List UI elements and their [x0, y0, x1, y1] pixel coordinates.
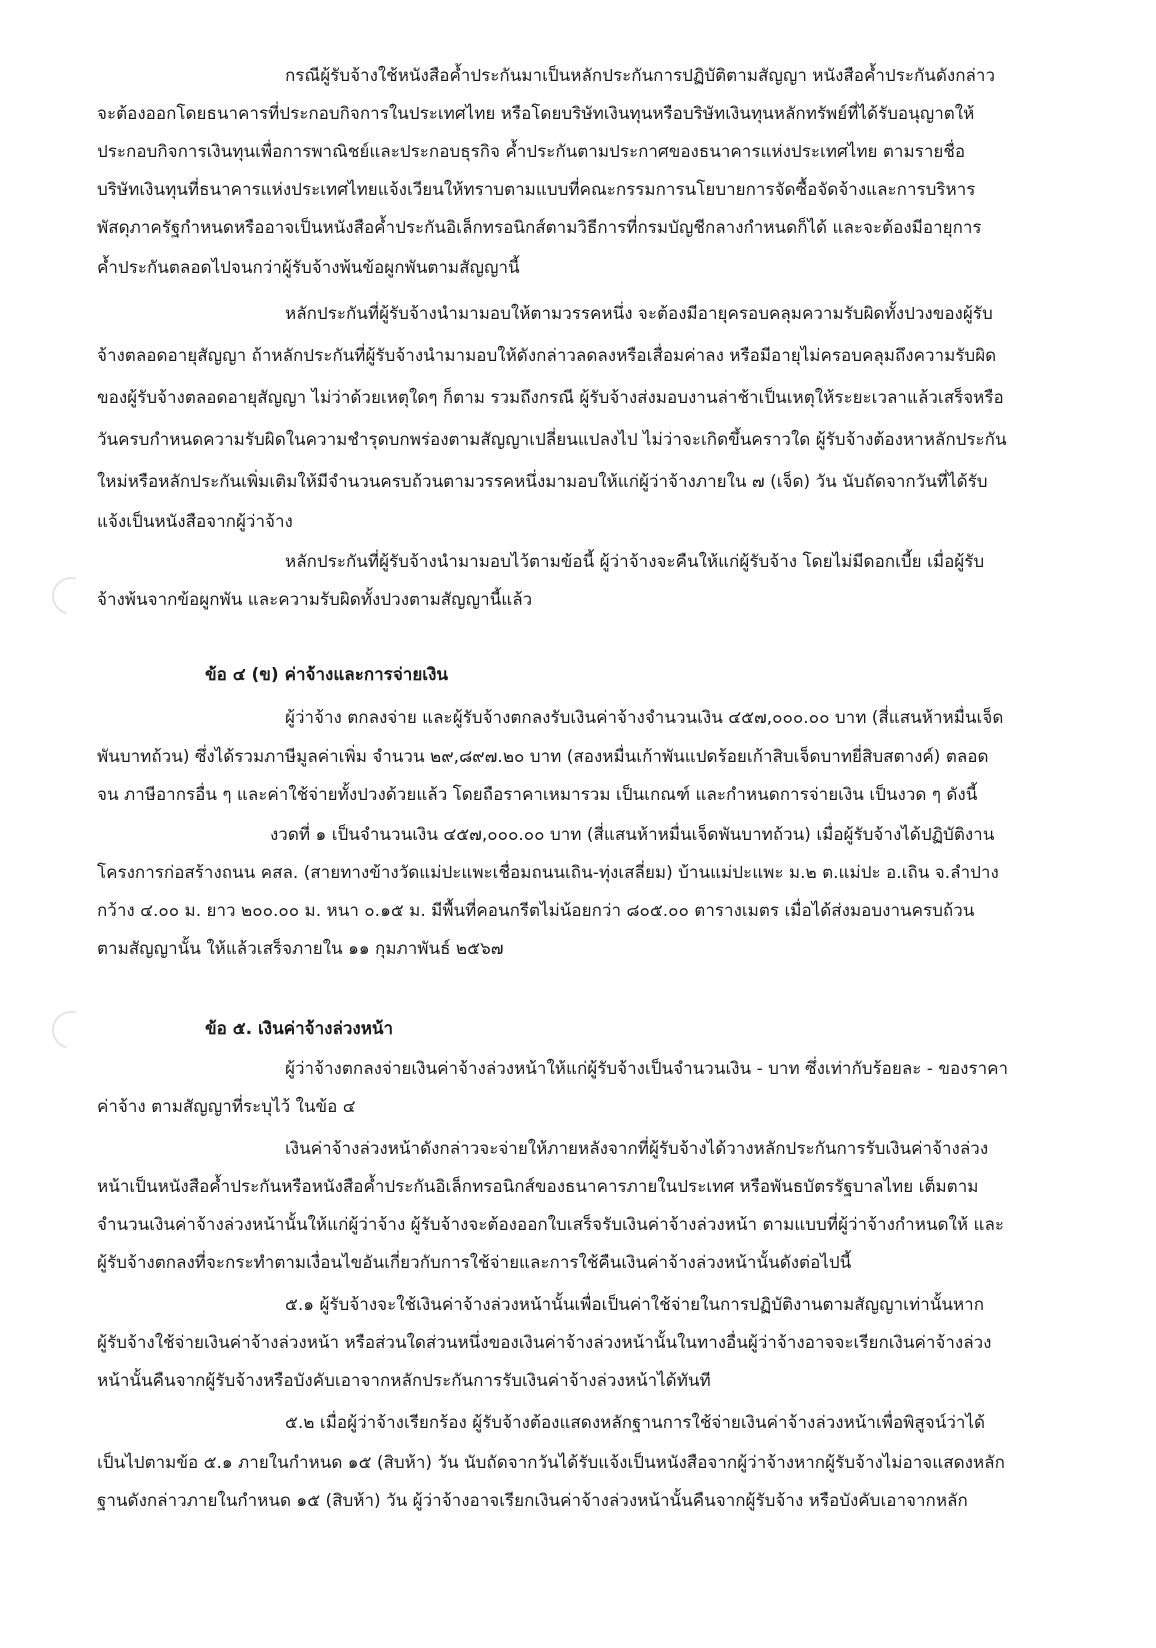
paragraph-line: ผู้รับจ้างตกลงที่จะกระทำตามเงื่อนไขอันเกี่ยวกับการใช้จ่ายและการใช้คืนเงินค่าจ้างล่วงหน้านั้นดังต่อไปนี้	[97, 1253, 852, 1273]
paragraph-line: จ้างพ้นจากข้อผูกพัน และความรับผิดทั้งปวงตามสัญญานี้แล้ว	[97, 590, 533, 610]
paragraph-line: บริษัทเงินทุนที่ธนาคารแห่งประเทศไทยแจ้งเวียนให้ทราบตามแบบที่คณะกรรมการนโยบายการจัดซื้อจัดจ้างและการบริหาร	[97, 180, 976, 200]
paragraph-line: จำนวนเงินค่าจ้างล่วงหน้านั้นให้แก่ผู้ว่าจ้าง ผู้รับจ้างจะต้องออกใบเสร็จรับเงินค่าจ้างล่วงหน้า ตามแบบที่ผู้ว่าจ้างกำหนดให้ และ	[97, 1215, 1005, 1235]
section-heading: ข้อ ๕. เงินค่าจ้างล่วงหน้า	[205, 1019, 394, 1039]
paragraph-line: ผู้รับจ้างใช้จ่ายเงินค่าจ้างล่วงหน้า หรือส่วนใดส่วนหนึ่งของเงินค่าจ้างล่วงหน้านั้นในทางอื่นผู้ว่าจ้างอาจจะเรียกเงินค่าจ้างล่วง	[97, 1333, 992, 1353]
paragraph-line: กรณีผู้รับจ้างใช้หนังสือค้ำประกันมาเป็นหลักประกันการปฏิบัติตามสัญญา หนังสือค้ำประกันดังกล่าว	[285, 66, 996, 86]
paragraph-line: ตามสัญญานั้น ให้แล้วเสร็จภายใน ๑๑ กุมภาพันธ์ ๒๕๖๗	[97, 939, 504, 959]
paragraph-line: หน้านั้นคืนจากผู้รับจ้างหรือบังคับเอาจากหลักประกันการรับเงินค่าจ้างล่วงหน้าได้ทันที	[97, 1371, 711, 1391]
paragraph-line: ของผู้รับจ้างตลอดอายุสัญญา ไม่ว่าด้วยเหตุใดๆ ก็ตาม รวมถึงกรณี ผู้รับจ้างส่งมอบงานล่าช้าเป็นเหตุให้ระยะเวลาแล้วเสร็จหรือ	[97, 388, 1004, 408]
paragraph-line: งวดที่ ๑ เป็นจำนวนเงิน ๔๕๗,๐๐๐.๐๐ บาท (สี่แสนห้าหมื่นเจ็ดพันบาทถ้วน) เมื่อผู้รับจ้างได้ปฏิบัติงาน	[270, 825, 995, 845]
paragraph-line: หลักประกันที่ผู้รับจ้างนำมามอบให้ตามวรรคหนึ่ง จะต้องมีอายุครอบคลุมความรับผิดทั้งปวงของผู้รับ	[285, 304, 993, 324]
paragraph-line: จ้างตลอดอายุสัญญา ถ้าหลักประกันที่ผู้รับจ้างนำมามอบให้ดังกล่าวลดลงหรือเสื่อมค่าลง หรือมีอายุไม่ครอบคลุมถึงความรับผิด	[97, 346, 997, 366]
paragraph-line: ประกอบกิจการเงินทุนเพื่อการพาณิชย์และประกอบธุรกิจ ค้ำประกันตามประกาศของธนาคารแห่งประเทศไทย ตามรายชื่อ	[97, 142, 966, 162]
paragraph-line: จะต้องออกโดยธนาคารที่ประกอบกิจการในประเทศไทย หรือโดยบริษัทเงินทุนหรือบริษัทเงินทุนหลักทรัพย์ที่ได้รับอนุญาตให้	[97, 104, 975, 124]
punch-hole-mark	[45, 570, 97, 622]
paragraph-line: หน้าเป็นหนังสือค้ำประกันหรือหนังสือค้ำประกันอิเล็กทรอนิกส์ของธนาคารภายในประเทศ หรือพันธบัตรรัฐบาลไทย เต็มตาม	[97, 1177, 979, 1197]
paragraph-line: ผู้ว่าจ้าง ตกลงจ่าย และผู้รับจ้างตกลงรับเงินค่าจ้างจำนวนเงิน ๔๕๗,๐๐๐.๐๐ บาท (สี่แสนห้าหมื่นเจ็ด	[285, 708, 1004, 728]
paragraph-line: พันบาทถ้วน) ซึ่งได้รวมภาษีมูลค่าเพิ่ม จำนวน ๒๙,๘๙๗.๒๐ บาท (สองหมื่นเก้าพันแปดร้อยเก้าสิบเจ็ดบาทยี่สิบสตางค์) ตลอด	[97, 747, 989, 767]
paragraph-line: แจ้งเป็นหนังสือจากผู้ว่าจ้าง	[97, 512, 293, 532]
paragraph-line: วันครบกำหนดความรับผิดในความชำรุดบกพร่องตามสัญญาเปลี่ยนแปลงไป ไม่ว่าจะเกิดขึ้นคราวใด ผู้รับจ้างต้องหาหลักประกัน	[97, 430, 1007, 450]
paragraph-line: ฐานดังกล่าวภายในกำหนด ๑๕ (สิบห้า) วัน ผู้ว่าจ้างอาจเรียกเงินค่าจ้างล่วงหน้านั้นคืนจากผู้รับจ้าง หรือบังคับเอาจากหลัก	[97, 1491, 968, 1511]
punch-hole-mark	[45, 1004, 97, 1056]
paragraph-line: ๕.๒ เมื่อผู้ว่าจ้างเรียกร้อง ผู้รับจ้างต้องแสดงหลักฐานการใช้จ่ายเงินค่าจ้างล่วงหน้าเพื่อพิสูจน์ว่าได้	[285, 1413, 986, 1433]
paragraph-line: เงินค่าจ้างล่วงหน้าดังกล่าวจะจ่ายให้ภายหลังจากที่ผู้รับจ้างได้วางหลักประกันการรับเงินค่าจ้างล่วง	[285, 1139, 989, 1159]
paragraph-line: ใหม่หรือหลักประกันเพิ่มเติมให้มีจำนวนครบถ้วนตามวรรคหนึ่งมามอบให้แก่ผู้ว่าจ้างภายใน ๗ (เจ็ด) วัน นับถัดจากวันที่ได้รับ	[97, 472, 988, 492]
paragraph-line: ค้ำประกันตลอดไปจนกว่าผู้รับจ้างพ้นข้อผูกพันตามสัญญานี้	[97, 258, 520, 278]
paragraph-line: จน ภาษีอากรอื่น ๆ และค่าใช้จ่ายทั้งปวงด้วยแล้ว โดยถือราคาเหมารวม เป็นเกณฑ์ และกำหนดการจ่ายเงิน เป็นงวด ๆ ดังนี้	[97, 785, 978, 805]
paragraph-line: ผู้ว่าจ้างตกลงจ่ายเงินค่าจ้างล่วงหน้าให้แก่ผู้รับจ้างเป็นจำนวนเงิน - บาท ซึ่งเท่ากับร้อยละ - ของราคา	[285, 1059, 1009, 1079]
paragraph-line: หลักประกันที่ผู้รับจ้างนำมามอบไว้ตามข้อนี้ ผู้ว่าจ้างจะคืนให้แก่ผู้รับจ้าง โดยไม่มีดอกเบี้ย เมื่อผู้รับ	[285, 552, 985, 572]
paragraph-line: โครงการก่อสร้างถนน คสล. (สายทางข้างวัดแม่ปะแพะเชื่อมถนนเถิน-ทุ่งเสลี่ยม) บ้านแม่ปะแพะ ม.๒ ต.แม่ปะ อ.เถิน จ.ลำปาง	[97, 863, 999, 883]
paragraph-line: ค่าจ้าง ตามสัญญาที่ระบุไว้ ในข้อ ๔	[97, 1097, 356, 1117]
paragraph-line: ๕.๑ ผู้รับจ้างจะใช้เงินค่าจ้างล่วงหน้านั้นเพื่อเป็นค่าใช้จ่ายในการปฏิบัติงานตามสัญญาเท่านั้นหาก	[285, 1295, 985, 1315]
section-heading: ข้อ ๔ (ข) ค่าจ้างและการจ่ายเงิน	[205, 665, 449, 685]
paragraph-line: พัสดุภาครัฐกำหนดหรืออาจเป็นหนังสือค้ำประกันอิเล็กทรอนิกส์ตามวิธีการที่กรมบัญชีกลางกำหนดก็ได้ และจะต้องมีอายุการ	[97, 218, 982, 238]
paragraph-line: เป็นไปตามข้อ ๕.๑ ภายในกำหนด ๑๕ (สิบห้า) วัน นับถัดจากวันได้รับแจ้งเป็นหนังสือจากผู้ว่าจ้างหากผู้รับจ้างไม่อาจแสดงหลัก	[97, 1453, 1005, 1473]
paragraph-line: กว้าง ๔.๐๐ ม. ยาว ๒๐๐.๐๐ ม. หนา ๐.๑๕ ม. มีพื้นที่คอนกรีตไม่น้อยกว่า ๘๐๕.๐๐ ตารางเมตร เมื่อได้ส่งมอบงานครบถ้วน	[97, 901, 975, 921]
